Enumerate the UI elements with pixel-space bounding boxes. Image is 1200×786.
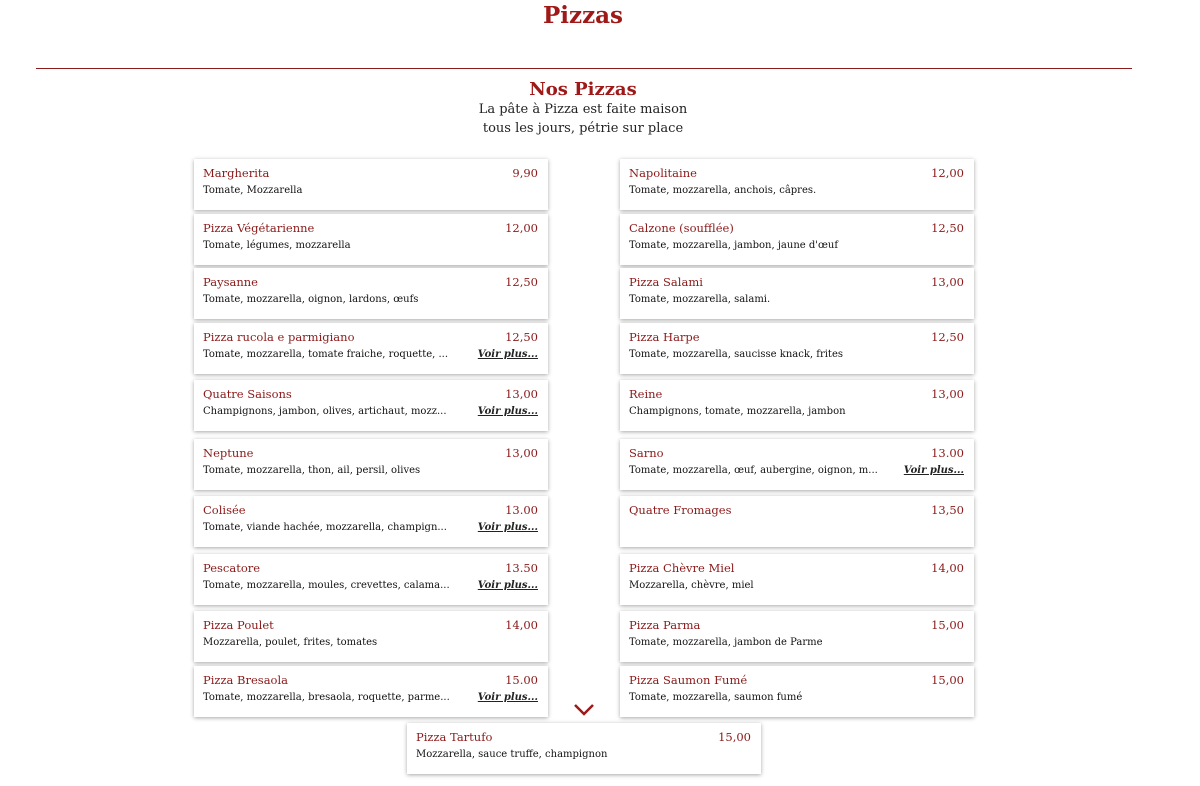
menu-item-price: 15,00 [931, 618, 964, 632]
menu-item-card[interactable] [194, 554, 548, 605]
menu-item-card[interactable] [620, 439, 974, 490]
menu-item-description: Tomate, mozzarella, thon, ail, persil, olives [203, 465, 421, 476]
menu-item-name: Pizza Tartufo [416, 730, 493, 744]
menu-item-description: Mozzarella, poulet, frites, tomates [203, 637, 378, 648]
menu-item-name: Margherita [203, 166, 270, 180]
menu-item-price: 12,50 [505, 275, 538, 289]
see-more-link[interactable]: Voir plus... [477, 580, 538, 591]
menu-item-description: Tomate, légumes, mozzarella [203, 240, 351, 251]
menu-item-price: 13,00 [931, 275, 964, 289]
menu-item-price: 15.00 [505, 673, 538, 687]
menu-item-card[interactable] [620, 268, 974, 319]
menu-item-price: 12,00 [505, 221, 538, 235]
see-more-link[interactable]: Voir plus... [903, 465, 964, 476]
menu-item-card[interactable] [620, 214, 974, 265]
menu-item-description: Tomate, mozzarella, salami. [629, 294, 771, 305]
menu-item-card[interactable] [620, 323, 974, 374]
see-more-link[interactable]: Voir plus... [477, 406, 538, 417]
menu-item-card[interactable] [194, 159, 548, 210]
menu-item-name: Pizza Harpe [629, 330, 700, 344]
menu-item-price: 13.50 [505, 561, 538, 575]
menu-item-description: Tomate, mozzarella, anchois, câpres. [629, 185, 817, 196]
menu-item-description: Tomate, mozzarella, saumon fumé [629, 692, 803, 703]
menu-item-price: 14,00 [931, 561, 964, 575]
menu-item-name: Napolitaine [629, 166, 697, 180]
menu-item-card[interactable] [407, 723, 761, 774]
menu-item-description: Tomate, viande hachée, mozzarella, champign... [203, 522, 447, 533]
menu-item-description: Tomate, mozzarella, moules, crevettes, calama... [203, 580, 450, 591]
menu-item-price: 15,00 [718, 730, 751, 744]
menu-item-description: Tomate, mozzarella, tomate fraiche, roquette, ... [203, 349, 449, 360]
menu-item-description: Mozzarella, sauce truffe, champignon [416, 749, 608, 760]
menu-item-name: Pescatore [203, 561, 261, 575]
menu-item-card[interactable] [194, 439, 548, 490]
menu-item-card[interactable] [620, 496, 974, 547]
header-divider [36, 68, 1132, 69]
see-more-link[interactable]: Voir plus... [477, 692, 538, 703]
section-subtitle-line2: tous les jours, pétrie sur place [482, 121, 684, 136]
menu-item-price: 15,00 [931, 673, 964, 687]
menu-item-name: Pizza rucola e parmigiano [203, 330, 355, 344]
menu-item-price: 13.00 [505, 503, 538, 517]
menu-item-description: Tomate, Mozzarella [203, 185, 303, 196]
menu-item-card[interactable] [194, 496, 548, 547]
menu-item-name: Pizza Poulet [203, 618, 274, 632]
menu-item-description: Tomate, mozzarella, jambon, jaune d'œuf [629, 240, 839, 251]
menu-item-name: Neptune [203, 446, 254, 460]
menu-item-name: Pizza Salami [629, 275, 703, 289]
menu-item-card[interactable] [194, 268, 548, 319]
menu-item-card[interactable] [194, 323, 548, 374]
menu-item-description: Tomate, mozzarella, oignon, lardons, œufs [203, 294, 419, 305]
menu-item-price: 12,00 [931, 166, 964, 180]
menu-item-card[interactable] [620, 380, 974, 431]
menu-item-name: Calzone (soufflée) [629, 221, 734, 235]
menu-item-description: Champignons, tomate, mozzarella, jambon [629, 406, 846, 417]
menu-item-card[interactable] [194, 214, 548, 265]
menu-item-card[interactable] [620, 554, 974, 605]
see-more-link[interactable]: Voir plus... [477, 349, 538, 360]
chevron-down-icon[interactable] [572, 702, 596, 718]
menu-item-description: Tomate, mozzarella, bresaola, roquette, parme... [203, 692, 450, 703]
menu-item-name: Pizza Bresaola [203, 673, 289, 687]
menu-item-price: 13.00 [931, 446, 964, 460]
menu-item-card[interactable] [620, 611, 974, 662]
menu-item-name: Pizza Saumon Fumé [629, 673, 748, 687]
menu-item-description: Champignons, jambon, olives, artichaut, mozz... [203, 406, 447, 417]
menu-item-card[interactable] [620, 666, 974, 717]
menu-item-price: 12,50 [931, 330, 964, 344]
menu-item-name: Colisée [203, 503, 246, 517]
menu-item-price: 13,00 [931, 387, 964, 401]
menu-item-description: Tomate, mozzarella, jambon de Parme [629, 637, 823, 648]
menu-item-price: 14,00 [505, 618, 538, 632]
see-more-link[interactable]: Voir plus... [477, 522, 538, 533]
menu-item-card[interactable] [620, 159, 974, 210]
menu-item-description: Tomate, mozzarella, saucisse knack, frites [629, 349, 843, 360]
menu-item-name: Pizza Chèvre Miel [629, 561, 735, 575]
menu-item-name: Pizza Végétarienne [203, 221, 315, 235]
menu-item-price: 13,50 [931, 503, 964, 517]
menu-item-card[interactable] [194, 611, 548, 662]
menu-item-price: 12,50 [931, 221, 964, 235]
menu-item-name: Reine [629, 387, 663, 401]
menu-item-card[interactable] [194, 380, 548, 431]
menu-item-name: Quatre Fromages [629, 503, 732, 517]
page-title: Pizzas [542, 2, 623, 29]
menu-item-name: Quatre Saisons [203, 387, 292, 401]
menu-item-price: 12,50 [505, 330, 538, 344]
section-title: Nos Pizzas [529, 79, 637, 100]
menu-item-description: Tomate, mozzarella, œuf, aubergine, oignon, m... [629, 465, 878, 476]
menu-item-price: 13,00 [505, 387, 538, 401]
menu-item-price: 13,00 [505, 446, 538, 460]
menu-item-name: Sarno [629, 446, 664, 460]
menu-item-name: Pizza Parma [629, 618, 701, 632]
menu-item-card[interactable] [194, 666, 548, 717]
section-subtitle-line1: La pâte à Pizza est faite maison [478, 102, 688, 117]
menu-item-description: Mozzarella, chèvre, miel [629, 580, 754, 591]
menu-item-price: 9,90 [512, 166, 538, 180]
menu-item-name: Paysanne [203, 275, 258, 289]
